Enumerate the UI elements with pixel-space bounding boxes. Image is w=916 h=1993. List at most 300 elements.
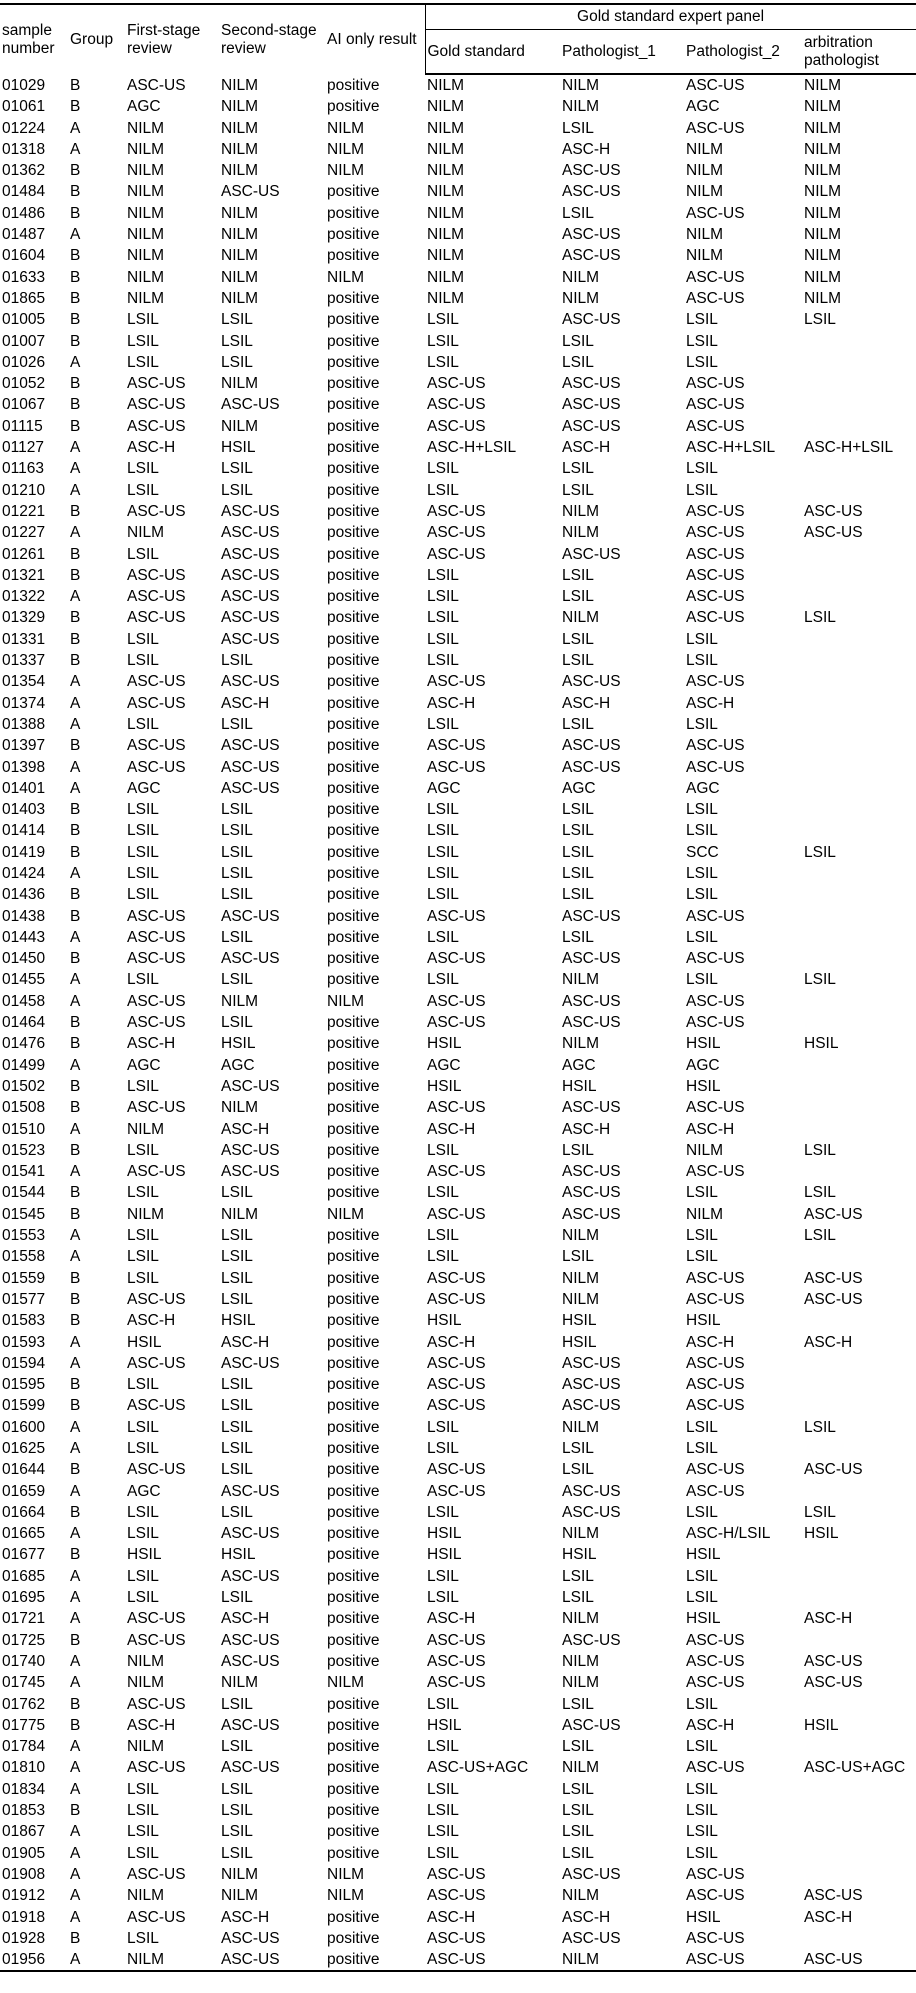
second-stage-cell: HSIL xyxy=(221,1312,256,1330)
second-stage-cell: ASC-US xyxy=(221,1077,280,1095)
ai-only-cell: positive xyxy=(327,289,380,307)
pathologist-1-cell: LSIL xyxy=(562,864,594,882)
pathologist-2-cell: HSIL xyxy=(686,1610,721,1628)
gold-standard-cell: ASC-US xyxy=(427,396,486,414)
table-row xyxy=(0,1630,916,1651)
pathologist-1-cell: ASC-US xyxy=(562,1482,621,1500)
pathologist-1-cell: ASC-US xyxy=(562,417,621,435)
pathologist-1-cell: AGC xyxy=(562,1056,596,1074)
table-row xyxy=(0,757,916,778)
pathologist-2-cell: LSIL xyxy=(686,652,718,670)
table-row xyxy=(0,1395,916,1416)
table-row xyxy=(0,1864,916,1885)
group-cell: A xyxy=(70,673,81,691)
group-cell: B xyxy=(70,1802,81,1820)
sample-number-cell: 01510 xyxy=(2,1120,46,1138)
gold-standard-cell: NILM xyxy=(427,77,465,94)
ai-only-cell: positive xyxy=(327,1014,380,1032)
group-cell: B xyxy=(70,1290,81,1308)
first-stage-cell: LSIL xyxy=(127,715,159,733)
second-stage-cell: LSIL xyxy=(221,1440,253,1457)
table-row xyxy=(0,1204,916,1225)
pathologist-2-cell: NILM xyxy=(686,1205,724,1223)
arbitration-cell xyxy=(802,1055,916,1076)
gold-standard-cell: ASC-US xyxy=(427,1631,486,1649)
pathologist-2-cell: ASC-US xyxy=(686,1482,745,1500)
group-cell: A xyxy=(70,1163,81,1181)
second-stage-cell: NILM xyxy=(221,119,259,137)
group-cell: B xyxy=(70,886,81,904)
gold-standard-cell: LSIL xyxy=(427,1503,459,1521)
first-stage-cell: NILM xyxy=(127,140,165,158)
group-cell: B xyxy=(70,162,81,180)
second-stage-cell: NILM xyxy=(221,247,259,265)
sample-number-cell: 01604 xyxy=(2,247,46,265)
pathologist-1-cell: NILM xyxy=(562,1610,600,1628)
first-stage-cell: LSIL xyxy=(127,971,159,989)
gold-standard-cell: HSIL xyxy=(427,1716,462,1734)
gold-standard-cell: ASC-H xyxy=(427,1610,476,1628)
ai-only-cell: positive xyxy=(327,1738,380,1756)
gold-standard-cell: LSIL xyxy=(427,1141,459,1159)
first-stage-cell: NILM xyxy=(125,1949,219,1971)
table-row xyxy=(0,1587,916,1608)
table-row xyxy=(0,1481,916,1502)
gold-standard-cell: LSIL xyxy=(427,566,459,584)
sample-number-cell: 01867 xyxy=(2,1823,46,1841)
first-stage-cell: NILM xyxy=(127,289,165,307)
gold-standard-cell: ASC-US xyxy=(427,545,486,563)
arbitration-cell xyxy=(802,565,916,586)
second-stage-cell: ASC-US xyxy=(221,1141,280,1159)
table-body xyxy=(0,74,916,1971)
table-row xyxy=(0,629,916,650)
sample-number-cell: 01403 xyxy=(2,801,46,819)
first-stage-cell: NILM xyxy=(127,247,165,265)
first-stage-cell: NILM xyxy=(127,204,165,222)
pathologist-2-cell: LSIL xyxy=(686,1844,718,1862)
pathologist-2-cell: ASC-US xyxy=(686,1163,745,1181)
sample-number-cell: 01784 xyxy=(2,1738,46,1756)
group-cell: B xyxy=(70,1631,81,1649)
second-stage-cell: NILM xyxy=(221,1099,259,1117)
pathologist-2-cell: ASC-US xyxy=(686,289,745,307)
group-cell: A xyxy=(70,588,81,606)
table-row xyxy=(0,842,916,863)
sample-number-cell: 01721 xyxy=(2,1610,46,1628)
pathologist-2-cell: ASC-US xyxy=(686,502,745,520)
header-gold-standard-panel: Gold standard expert panel xyxy=(425,4,916,30)
second-stage-cell: ASC-US xyxy=(221,396,280,414)
gold-standard-cell: LSIL xyxy=(427,1589,459,1607)
table-row xyxy=(0,373,916,394)
sample-number-cell: 01865 xyxy=(2,289,46,307)
first-stage-cell: ASC-US xyxy=(127,375,186,393)
sample-number-cell: 01956 xyxy=(0,1949,68,1971)
gold-standard-cell: LSIL xyxy=(427,1418,459,1436)
pathologist-2-cell: LSIL xyxy=(686,1823,718,1841)
sample-number-cell: 01067 xyxy=(2,396,46,414)
pathologist-1-cell: HSIL xyxy=(562,1546,597,1564)
ai-only-cell: positive xyxy=(327,843,380,861)
pathologist-2-cell: LSIL xyxy=(686,1503,718,1521)
pathologist-1-cell: NILM xyxy=(562,1525,600,1543)
sample-number-cell: 01436 xyxy=(2,886,46,904)
pathologist-1-cell: ASC-US xyxy=(562,545,621,563)
first-stage-cell: ASC-US xyxy=(127,1695,186,1713)
ai-only-cell: positive xyxy=(327,1610,380,1628)
gold-standard-cell: ASC-US xyxy=(427,673,486,691)
group-cell: B xyxy=(70,1503,81,1521)
header-pathologist-2: Pathologist_2 xyxy=(684,30,802,75)
ai-only-cell: positive xyxy=(327,1418,380,1436)
ai-only-cell: positive xyxy=(327,1184,380,1202)
second-stage-cell: ASC-US xyxy=(221,1567,280,1585)
pathologist-1-cell: NILM xyxy=(562,524,600,542)
ai-only-cell: positive xyxy=(327,1376,380,1394)
pathologist-1-cell: NILM xyxy=(562,1035,600,1053)
ai-only-cell: positive xyxy=(327,226,380,244)
sample-number-cell: 01005 xyxy=(2,311,46,329)
second-stage-cell: LSIL xyxy=(221,1397,253,1415)
gold-standard-cell: ASC-US xyxy=(427,758,486,776)
second-stage-cell: LSIL xyxy=(221,1503,253,1521)
group-cell: A xyxy=(70,1738,81,1756)
arbitration-cell: ASC-H xyxy=(804,1908,853,1926)
arbitration-cell xyxy=(802,650,916,671)
second-stage-cell: ASC-US xyxy=(221,1759,280,1777)
second-stage-cell: NILM xyxy=(221,289,259,307)
group-cell: B xyxy=(70,76,81,94)
arbitration-cell: NILM xyxy=(804,226,842,244)
first-stage-cell: AGC xyxy=(127,98,161,116)
arbitration-cell xyxy=(802,1630,916,1651)
arbitration-cell: NILM xyxy=(804,162,842,180)
arbitration-cell xyxy=(802,991,916,1012)
pathologist-1-cell: ASC-US xyxy=(562,375,621,393)
ai-only-cell: positive xyxy=(327,1354,380,1372)
sample-number-cell: 01163 xyxy=(2,460,44,478)
gold-standard-cell: LSIL xyxy=(427,1440,459,1457)
arbitration-cell xyxy=(802,693,916,714)
pathologist-2-cell: ASC-US xyxy=(686,1865,745,1883)
arbitration-cell xyxy=(802,906,916,927)
ai-only-cell: positive xyxy=(327,1631,380,1649)
table-row xyxy=(0,650,916,671)
sample-number-cell: 01558 xyxy=(2,1248,46,1266)
pathologist-2-cell: ASC-US xyxy=(686,588,745,606)
second-stage-cell: ASC-US xyxy=(221,588,280,606)
ai-only-cell: positive xyxy=(327,1163,380,1181)
table-row xyxy=(0,437,916,458)
first-stage-cell: ASC-US xyxy=(127,1461,186,1479)
table-row xyxy=(0,1076,916,1097)
first-stage-cell: NILM xyxy=(127,183,165,201)
table-row xyxy=(0,1715,916,1736)
gold-standard-cell: ASC-US xyxy=(427,1674,486,1692)
gold-standard-cell: HSIL xyxy=(427,1525,462,1543)
pathologist-1-cell: ASC-US xyxy=(562,1397,621,1415)
second-stage-cell: ASC-H xyxy=(221,1908,270,1926)
ai-only-cell: positive xyxy=(327,950,380,968)
gold-standard-cell: NILM xyxy=(427,162,465,180)
group-cell: B xyxy=(70,1695,81,1713)
pathologist-1-cell: NILM xyxy=(562,268,600,286)
arbitration-cell xyxy=(802,757,916,778)
gold-standard-cell: ASC-H xyxy=(427,694,476,712)
group-cell: B xyxy=(70,1205,81,1223)
pathologist-2-cell: ASC-US xyxy=(686,1376,745,1394)
table-row xyxy=(0,1119,916,1140)
gold-standard-cell: ASC-US xyxy=(427,1376,486,1394)
arbitration-cell: LSIL xyxy=(804,1503,836,1521)
second-stage-cell: LSIL xyxy=(221,1780,253,1798)
group-cell: B xyxy=(70,311,81,329)
first-stage-cell: AGC xyxy=(127,1482,161,1500)
gold-standard-cell: LSIL xyxy=(427,822,459,840)
pathologist-1-cell: ASC-US xyxy=(562,396,621,414)
sample-number-cell: 01458 xyxy=(2,992,46,1010)
ai-only-cell: positive xyxy=(327,1546,380,1564)
second-stage-cell: LSIL xyxy=(221,332,253,350)
first-stage-cell: LSIL xyxy=(127,1440,159,1457)
sample-number-cell: 01905 xyxy=(2,1844,46,1862)
pathologist-2-cell: SCC xyxy=(686,843,719,861)
first-stage-cell: NILM xyxy=(127,1738,165,1756)
pathologist-2-cell: ASC-US xyxy=(686,1014,745,1032)
ai-only-cell: positive xyxy=(327,1227,380,1245)
group-cell: A xyxy=(70,1610,81,1628)
table-row xyxy=(0,1949,916,1971)
arbitration-cell: HSIL xyxy=(804,1716,839,1734)
pathologist-1-cell: LSIL xyxy=(562,481,594,499)
header-arbitration-pathologist: arbitration pathologist xyxy=(802,30,916,75)
second-stage-cell: ASC-US xyxy=(221,1929,280,1947)
arbitration-cell xyxy=(802,1800,916,1821)
ai-only-cell: positive xyxy=(327,1099,380,1117)
first-stage-cell: LSIL xyxy=(127,864,159,882)
group-cell: B xyxy=(70,1141,81,1159)
first-stage-cell: ASC-US xyxy=(127,1610,186,1628)
table-row xyxy=(0,74,916,96)
second-stage-cell: LSIL xyxy=(221,864,253,882)
sample-number-cell: 01853 xyxy=(2,1802,46,1820)
sample-number-cell: 01227 xyxy=(2,524,46,542)
sample-number-cell: 01388 xyxy=(2,715,46,733)
group-cell: B xyxy=(70,609,81,627)
group-cell: A xyxy=(70,1248,81,1266)
arbitration-cell xyxy=(802,544,916,565)
table-row xyxy=(0,544,916,565)
second-stage-cell: ASC-US xyxy=(221,1482,280,1500)
arbitration-cell: LSIL xyxy=(804,1141,836,1159)
ai-only-cell: positive xyxy=(327,1823,380,1841)
group-cell: A xyxy=(70,1674,81,1692)
table-row xyxy=(0,1757,916,1778)
pathologist-1-cell: ASC-US xyxy=(562,1014,621,1032)
first-stage-cell: ASC-US xyxy=(127,1354,186,1372)
group-cell: B xyxy=(70,1312,81,1330)
gold-standard-cell: ASC-H+LSIL xyxy=(427,439,517,457)
group-cell: B xyxy=(70,545,81,563)
arbitration-cell: HSIL xyxy=(804,1035,839,1053)
pathologist-2-cell: LSIL xyxy=(686,801,718,819)
gold-standard-cell: LSIL xyxy=(427,1802,459,1820)
ai-only-cell: positive xyxy=(327,1290,380,1308)
sample-number-cell: 01553 xyxy=(2,1227,46,1245)
ai-only-cell: positive xyxy=(327,715,380,733)
sample-number-cell: 01321 xyxy=(2,566,46,584)
pathologist-2-cell: HSIL xyxy=(686,1908,721,1926)
gold-standard-cell: ASC-US xyxy=(427,992,486,1010)
table-row xyxy=(0,1694,916,1715)
ai-only-cell: positive xyxy=(327,1333,380,1351)
second-stage-cell: HSIL xyxy=(221,1035,256,1053)
sample-number-cell: 01745 xyxy=(2,1674,46,1692)
sample-number-cell: 01577 xyxy=(2,1290,46,1308)
second-stage-cell: LSIL xyxy=(221,822,253,840)
pathologist-2-cell: ASC-US xyxy=(686,737,745,755)
second-stage-cell: AGC xyxy=(221,1056,255,1074)
second-stage-cell: ASC-US xyxy=(221,950,280,968)
arbitration-cell xyxy=(802,458,916,479)
pathologist-1-cell: NILM xyxy=(562,1290,600,1308)
second-stage-cell: ASC-US xyxy=(221,566,280,584)
group-cell: B xyxy=(70,396,81,414)
sample-number-cell: 01052 xyxy=(2,375,46,393)
first-stage-cell: LSIL xyxy=(127,1418,159,1436)
second-stage-cell: NILM xyxy=(221,417,259,435)
ai-only-cell: positive xyxy=(327,247,380,265)
arbitration-cell xyxy=(802,1566,916,1587)
ai-only-cell: positive xyxy=(327,204,380,222)
sample-number-cell: 01725 xyxy=(2,1631,46,1649)
second-stage-cell: LSIL xyxy=(221,1802,253,1820)
group-cell: B xyxy=(70,1716,81,1734)
arbitration-cell xyxy=(802,884,916,905)
pathologist-1-cell: LSIL xyxy=(562,843,594,861)
arbitration-cell xyxy=(802,1843,916,1864)
table-row xyxy=(0,1438,916,1459)
sample-number-cell: 01318 xyxy=(2,140,46,158)
pathologist-1-cell: ASC-US xyxy=(562,673,621,691)
pathologist-1-cell: LSIL xyxy=(562,886,594,904)
gold-standard-cell: LSIL xyxy=(427,1738,459,1756)
gold-standard-cell: ASC-H xyxy=(427,1333,476,1351)
gold-standard-cell: LSIL xyxy=(427,886,459,904)
gold-standard-cell: ASC-H xyxy=(427,1908,476,1926)
gold-standard-cell: ASC-US xyxy=(427,1205,486,1223)
arbitration-cell: LSIL xyxy=(804,1184,836,1202)
arbitration-cell: ASC-US xyxy=(804,1652,863,1670)
table-row xyxy=(0,331,916,352)
table-row xyxy=(0,586,916,607)
gold-standard-cell: NILM xyxy=(427,183,465,201)
table-row xyxy=(0,1800,916,1821)
sample-number-cell: 01583 xyxy=(2,1312,46,1330)
pathologist-2-cell: ASC-US xyxy=(686,396,745,414)
table-row xyxy=(0,309,916,330)
pathologist-2-cell: ASC-US xyxy=(686,673,745,691)
pathologist-2-cell: ASC-US xyxy=(686,119,745,137)
sample-number-cell: 01424 xyxy=(2,864,46,882)
sample-number-cell: 01695 xyxy=(2,1589,46,1607)
sample-number-cell: 01685 xyxy=(2,1567,46,1585)
arbitration-cell xyxy=(802,1864,916,1885)
ai-only-cell: positive xyxy=(327,971,380,989)
group-cell: A xyxy=(70,715,81,733)
pathologist-1-cell: LSIL xyxy=(562,1738,594,1756)
group-cell: B xyxy=(70,375,81,393)
first-stage-cell: NILM xyxy=(127,1887,165,1905)
sample-number-cell: 01928 xyxy=(2,1929,46,1947)
second-stage-cell: ASC-US xyxy=(221,183,280,201)
table-row xyxy=(0,139,916,160)
sample-number-cell: 01834 xyxy=(2,1780,46,1798)
group-cell: B xyxy=(70,502,81,520)
sample-number-cell: 01464 xyxy=(2,1014,46,1032)
group-cell: B xyxy=(70,289,81,307)
ai-only-cell: positive xyxy=(327,1844,380,1862)
first-stage-cell: LSIL xyxy=(127,545,159,563)
pathologist-1-cell: ASC-US xyxy=(562,950,621,968)
group-cell: B xyxy=(70,652,81,670)
ai-only-cell: positive xyxy=(327,1908,380,1926)
second-stage-cell: LSIL xyxy=(221,1738,253,1756)
ai-only-cell: positive xyxy=(327,1397,380,1415)
pathologist-1-cell: NILM xyxy=(562,1269,600,1287)
sample-number-cell: 01331 xyxy=(2,630,46,648)
gold-standard-cell: ASC-US xyxy=(427,1014,486,1032)
ai-only-cell: positive xyxy=(325,1949,425,1971)
first-stage-cell: ASC-US xyxy=(127,417,186,435)
pathologist-2-cell: ASC-US xyxy=(686,1397,745,1415)
ai-only-cell: positive xyxy=(327,928,380,946)
second-stage-cell: NILM xyxy=(221,1865,259,1883)
table-row xyxy=(0,991,916,1012)
sample-number-cell: 01625 xyxy=(2,1440,46,1457)
gold-standard-cell: HSIL xyxy=(427,1546,462,1564)
arbitration-cell xyxy=(802,1779,916,1800)
first-stage-cell: LSIL xyxy=(127,1503,159,1521)
group-cell: B xyxy=(70,204,81,222)
pathologist-2-cell: ASC-US xyxy=(686,1461,745,1479)
ai-only-cell: positive xyxy=(327,779,380,797)
first-stage-cell: NILM xyxy=(127,1674,165,1692)
group-cell: B xyxy=(70,907,81,925)
group-cell: B xyxy=(70,566,81,584)
ai-only-cell: positive xyxy=(327,1248,380,1266)
arbitration-cell: ASC-US+AGC xyxy=(804,1759,906,1777)
group-cell: A xyxy=(70,1589,81,1607)
ai-only-cell: NILM xyxy=(327,140,365,158)
first-stage-cell: NILM xyxy=(127,226,165,244)
ai-only-cell: positive xyxy=(327,1482,380,1500)
gold-standard-cell: LSIL xyxy=(427,630,459,648)
ai-only-cell: positive xyxy=(327,1695,380,1713)
group-cell: B xyxy=(70,843,81,861)
group-cell: A xyxy=(70,524,81,542)
arbitration-cell xyxy=(802,778,916,799)
second-stage-cell: LSIL xyxy=(221,801,253,819)
pathologist-2-cell: LSIL xyxy=(686,1802,718,1820)
first-stage-cell: LSIL xyxy=(127,1525,159,1543)
table-row xyxy=(0,820,916,841)
arbitration-cell: NILM xyxy=(804,204,842,222)
sample-number-cell: 01740 xyxy=(2,1652,46,1670)
first-stage-cell: NILM xyxy=(127,524,165,542)
second-stage-cell: LSIL xyxy=(221,1248,253,1266)
